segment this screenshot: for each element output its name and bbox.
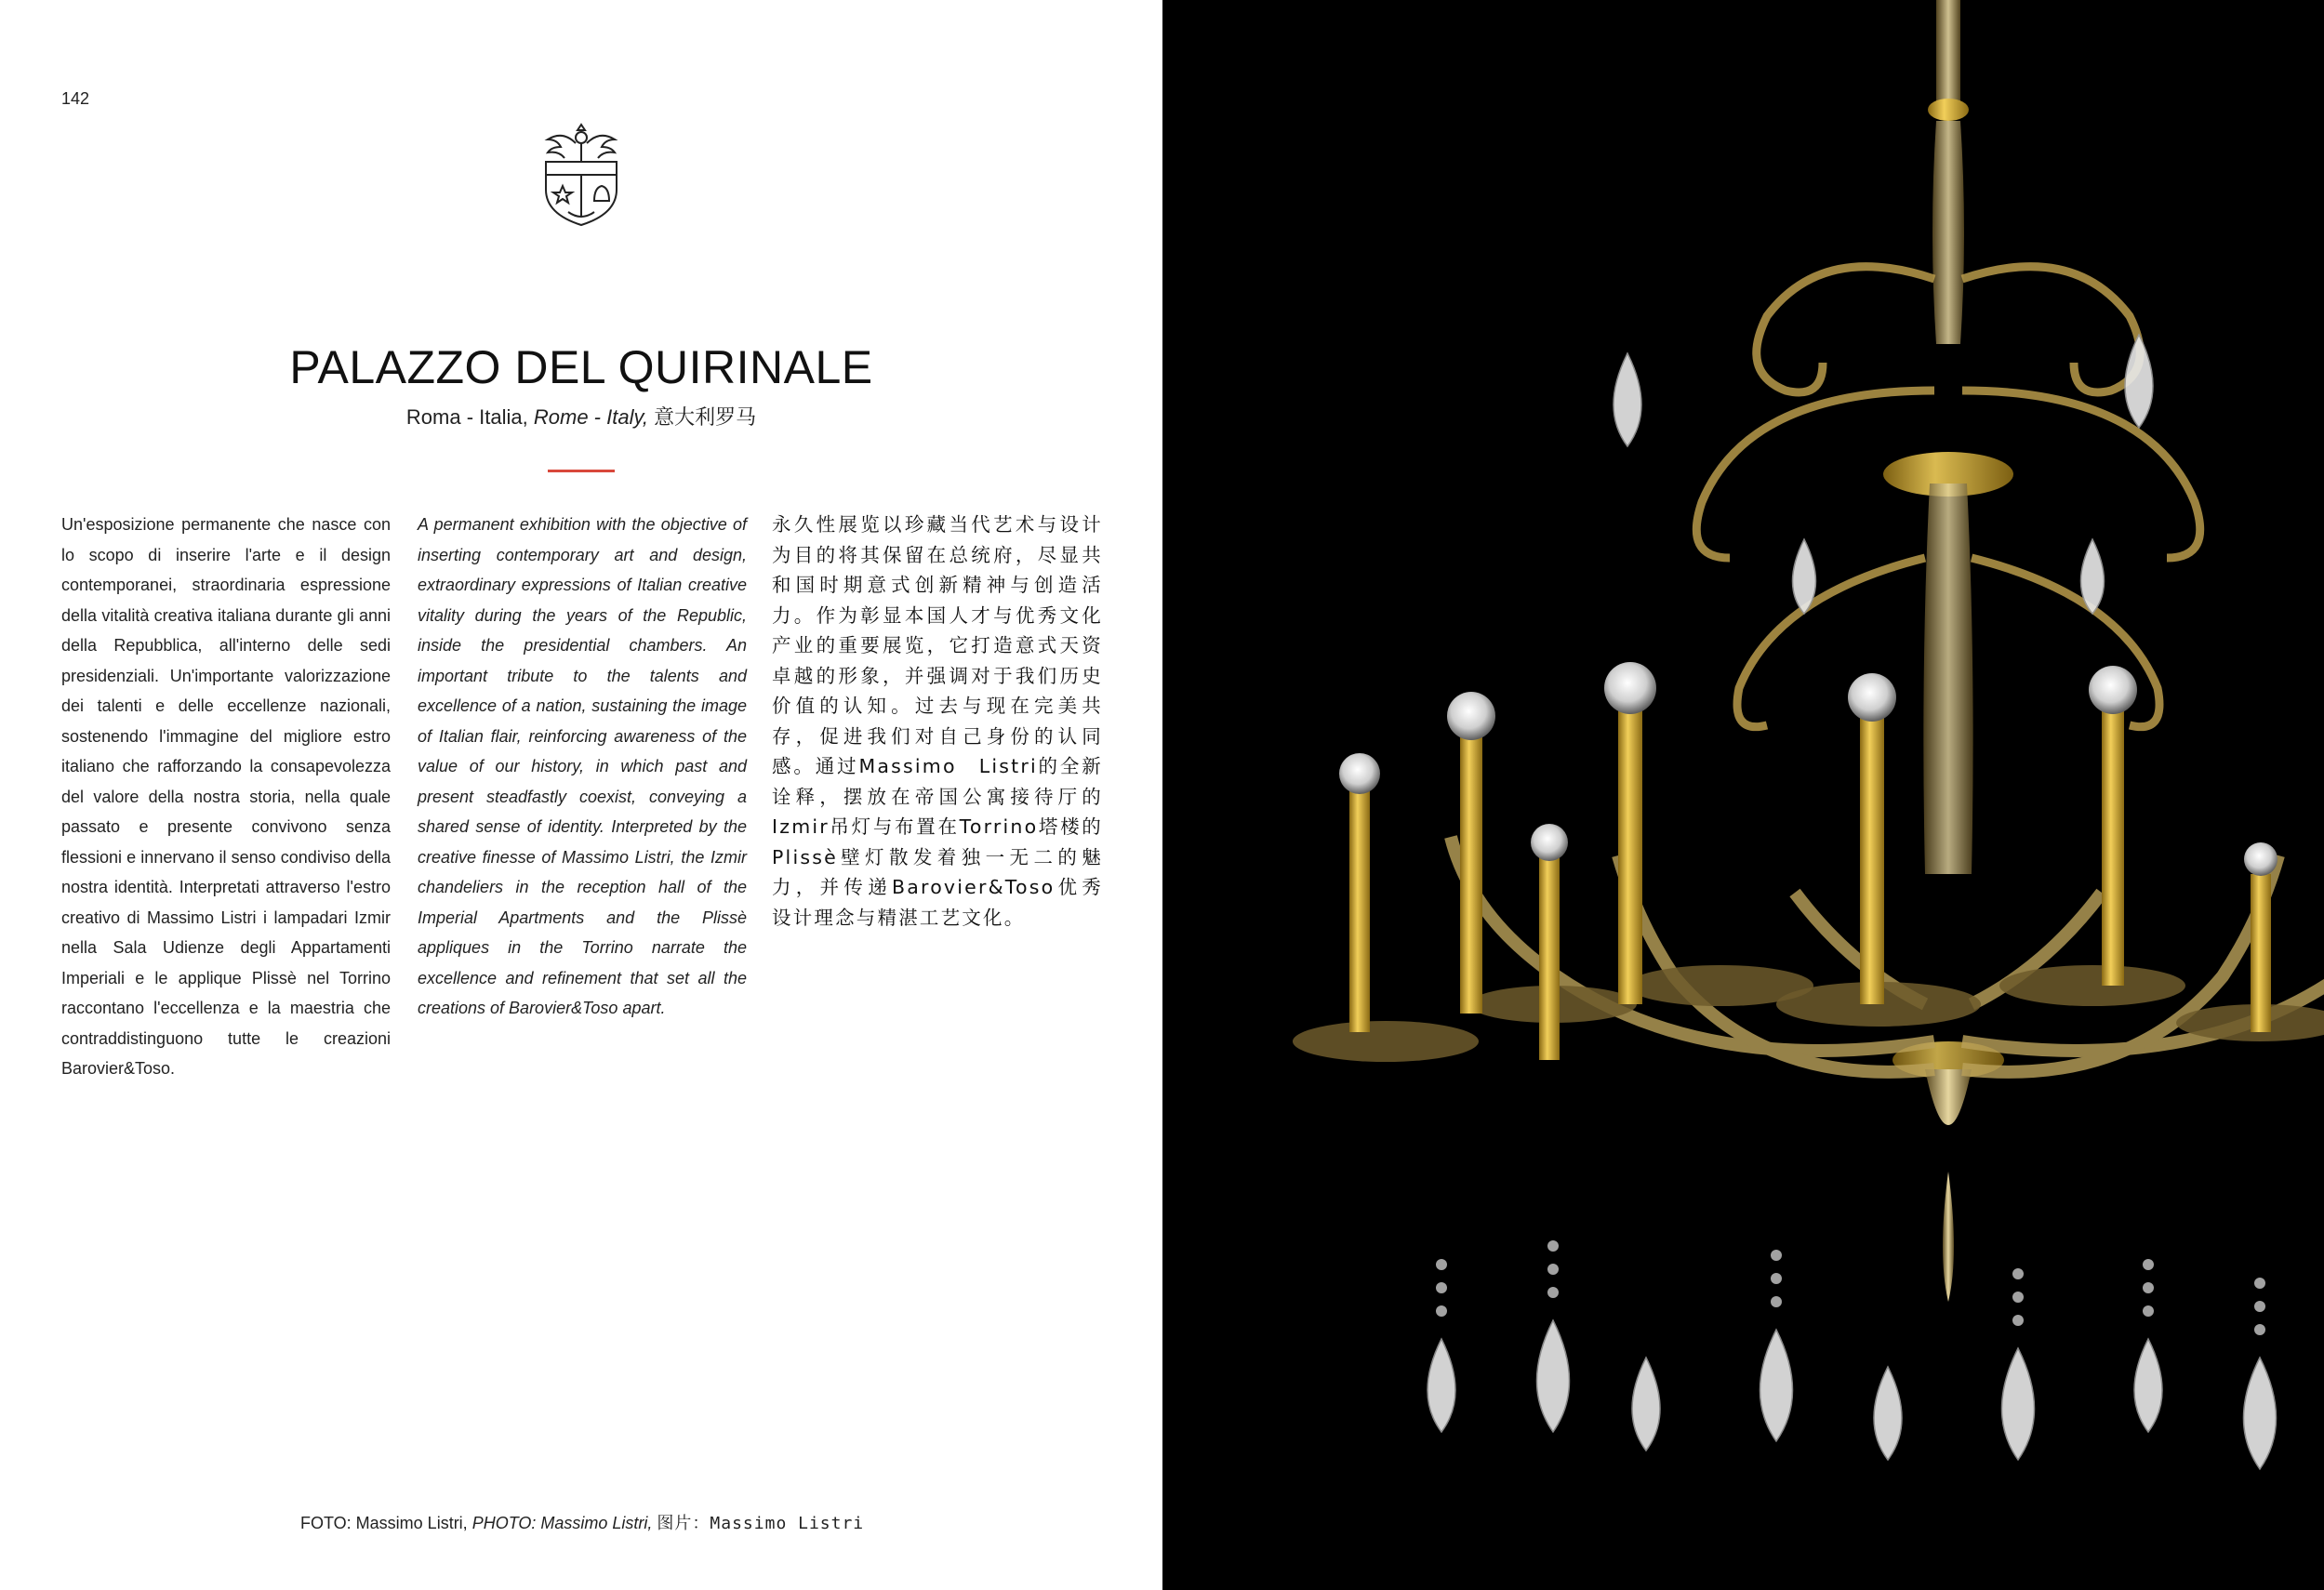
location-subtitle [0, 402, 1162, 431]
chandelier-illustration [1162, 0, 2324, 1590]
chandelier-photo [1162, 0, 2324, 1590]
credit-italian: FOTO: Massimo Listri, [300, 1514, 468, 1532]
photo-credits [300, 1510, 864, 1534]
location-italian: Roma - Italia, [405, 405, 528, 429]
page-title: PALAZZO DEL QUIRINALE [289, 341, 873, 393]
italian-text-column: Un'esposizione permanente che nasce con lo scopo di inserire l'arte e il design contemporanei, straordinaria espressione della vitalità creativa italiana durante gli anni della Repubblica, all'interno delle sedi presidenziali. Un'importante valorizzazione dei talenti e delle eccellenze nazionali, sostenendo l'immagine del migliore estro italiano che rafforzando la consapevolezza del valore della nostra storia, nella quale passato e presente convivono senza flessioni e innervano il senso condiviso della nostra identità. Interpretati attraverso l'estro creativo di Massimo Listri i lampadari Izmir nella Sala Udienze degli Appartamenti Imperiali e le applique Plissè nel Torrino raccontano l'eccellenza e la maestria che contraddistinguono tutte le creazioni Barovier&Toso. [61, 515, 391, 1078]
title-divider [548, 470, 615, 472]
central-stem [1883, 0, 2013, 1302]
page-number: 142 [61, 89, 90, 108]
chinese-text-column: 永久性展览以珍藏当代艺术与设计为目的将其保留在总统府，尽显共和国时期意式创新精神与创造活力。作为彰显本国人才与优秀文化产业的重要展览，它打造意式天资卓越的形象，并强调对于我们历史价值的认知。过去与现在完美共存，促进我们对自己身份的认同感。通过Massimo Listri的全新诠释，摆放在帝国公寓接待厅的Izmir吊灯与布置在Torrino塔楼的Plissè壁灯散发着独一无二的魅力，并传递Barovier&Toso优秀设计理念与精湛工艺文化。 [772, 513, 1103, 929]
crystal-chains [1436, 1240, 2265, 1335]
lower-arms [1451, 837, 2324, 1072]
angel-crest-logo-icon [540, 119, 622, 229]
credit-chinese: 图片：Massimo Listri [657, 1514, 865, 1533]
location-chinese: 意大利罗马 [654, 405, 757, 429]
english-text-column: A permanent exhibition with the objective of inserting contemporary art and design, extraordinary expressions of Italian creative vitality during the years of the Republic, inside the presidential chambers. An important tribute to the talents and excellence of a nation, sustaining the image of Italian flair, reinforcing awareness of the value of our history, in which past and present steadfastly coexist, conveying a shared sense of identity. Interpreted by the creative finesse of Massimo Listri, the Izmir chandeliers in the reception hall of the Imperial Apartments and the Plissè appliques in the Torrino narrate the excellence and refinement that set all the creations of Barovier&Toso apart. [418, 515, 747, 1017]
credit-english: PHOTO: Massimo Listri, [471, 1514, 653, 1532]
location-english: Rome - Italy, [533, 405, 648, 429]
